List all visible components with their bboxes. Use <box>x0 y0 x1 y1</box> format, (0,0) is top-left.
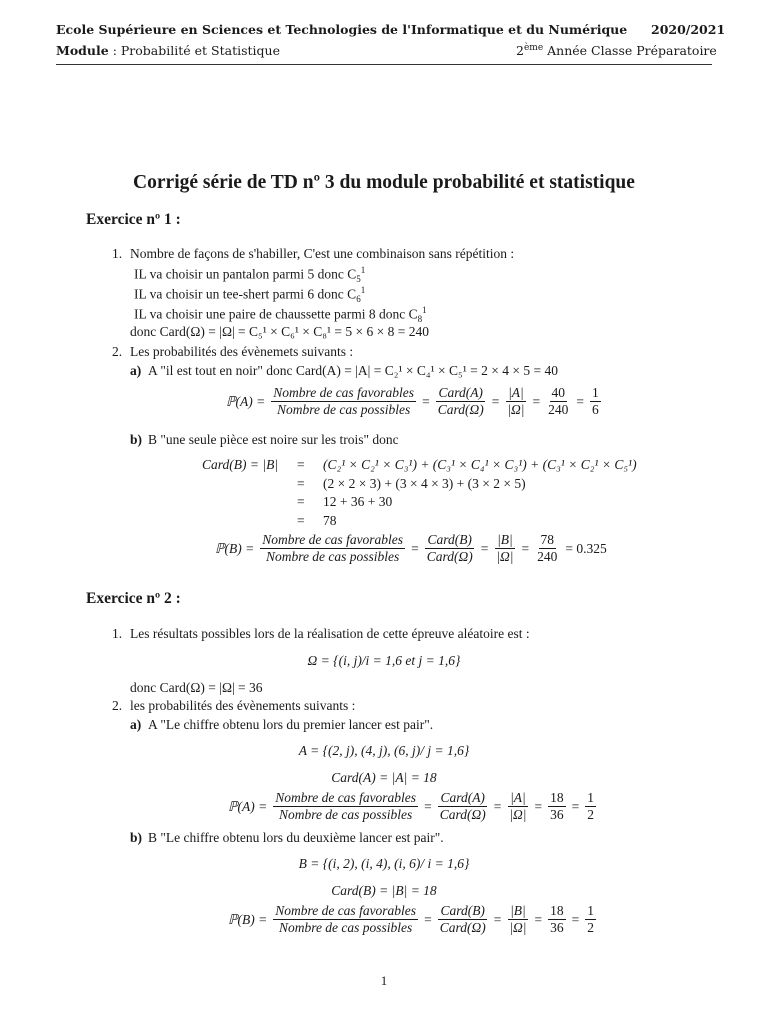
pa-lhs: ℙ(A) = <box>226 393 266 409</box>
ex2-b-label: b) <box>130 830 143 845</box>
ex1-item1-number: 1. <box>112 246 123 261</box>
fraction-result: $\frac{1}{6}$ <box>592 385 599 417</box>
fraction-card: $\frac{\text{Card(A)}}{\text{Card(Ω)}}$ <box>437 385 484 417</box>
school-name: Ecole Supérieure en Sciences et Technologies de l'Informatique et du Numérique <box>56 22 628 37</box>
pb-lhs: ℙ(B) = <box>215 540 255 556</box>
cardb-lhs: Card(B) = |B| <box>202 457 279 472</box>
module-value: : Probabilité et Statistique <box>108 43 280 58</box>
cardb-line-3: 12 + 36 + 30 <box>323 494 393 509</box>
fraction-abs: $\frac{|A|}{|\Omega|}$ <box>507 385 525 417</box>
ex2-pb-lhs: ℙ(B) = <box>228 911 268 927</box>
class-text: Année Classe Préparatoire <box>543 43 717 59</box>
ex2-a-text: A "Le chiffre obtenu lors du premier lancer est pair". <box>148 717 434 732</box>
cardb-rhs-col <box>323 456 637 530</box>
ex2-pb-equation: ℙ(B) = $\frac{\text{Nombre de cas favorables}}{\text{Nombre de cas possibles}}$ = $\frac{\text{Card(B)}}{\text{Card(Ω)}}$ = $\frac{|B|}{|\Omega|}$ = $\frac{18}{36}$ = $\frac{1}{2}$ <box>228 903 595 935</box>
ex1-pb-equation: ℙ(B) = $\frac{\text{Nombre de cas favorables}}{\text{Nombre de cas possibles}}$ = $\frac{\text{Card(B)}}{\text{Card(Ω)}}$ = $\frac{|B|}{|\Omega|}$ = $\frac{78}{240}$ = 0.325 <box>215 532 607 564</box>
ex1-line-teeshert: IL va choisir un tee-shert parmi 6 donc $C_6^1$ <box>134 285 366 305</box>
exercise-1-heading: Exercice nº 1 : <box>86 211 181 228</box>
ex2-card-a: Card(A) = |A| = 18 <box>331 770 437 785</box>
ex1-a-text: A "il est tout en noir" donc Card(A) = |A| = C₂¹ × C₄¹ × C₅¹ = 2 × 4 × 5 = 40 <box>148 363 558 378</box>
ex2-card-b: Card(B) = |B| = 18 <box>331 883 437 898</box>
ex2-b-set: B = {(i, 2), (i, 4), (i, 6)/ i = 1,6} <box>298 856 470 871</box>
ex2-omega-set: Ω = {(i, j)/i = 1,6 et j = 1,6} <box>307 653 461 668</box>
fraction-fav-pos: $\frac{\text{Nombre de cas favorables}}{\text{Nombre de cas possibles}}$ <box>273 385 415 417</box>
cardb-line-2: (2 × 2 × 3) + (3 × 4 × 3) + (3 × 2 × 5) <box>323 475 526 491</box>
ex2-item1-text: Les résultats possibles lors de la réalisation de cette épreuve aléatoire est : <box>130 626 530 641</box>
cardb-lhs-col <box>202 456 278 475</box>
ex1-card-omega: donc Card(Ω) = |Ω| = C₅¹ × C₆¹ × C₈¹ = 5 × 6 × 8 = 240 <box>130 324 430 339</box>
class-number: 2 <box>516 43 524 59</box>
ex2-item2-number: 2. <box>112 698 123 713</box>
ex2-item2-text: les probabilités des évènements suivants : <box>130 698 356 713</box>
ex1-pa-equation: ℙ(A) = $\frac{\text{Nombre de cas favorables}}{\text{Nombre de cas possibles}}$ = $\frac{\text{Card(A)}}{\text{Card(Ω)}}$ = $\frac{|A|}{|\Omega|}$ = $\frac{40}{240}$ = $\frac{1}{6}$ <box>226 385 599 417</box>
ex1-line-chaussette: IL va choisir une paire de chaussette parmi 8 donc $C_8^1$ <box>134 305 427 325</box>
ex1-item2-number: 2. <box>112 344 123 359</box>
ex1-line-pantalon: IL va choisir un pantalon parmi 5 donc $C_5^1$ <box>134 265 366 285</box>
ex1-b-text: B "une seule pièce est noire sur les trois" donc <box>148 432 399 447</box>
ex1-item1-text: Nombre de façons de s'habiller, C'est une combinaison sans répétition : <box>130 246 515 261</box>
module-label: Module <box>56 43 109 58</box>
fraction-value: $\frac{40}{240}$ <box>548 385 569 417</box>
class-sup: ème <box>523 43 544 53</box>
exercise-2-heading: Exercice nº 2 : <box>86 590 181 607</box>
class-level <box>516 43 717 58</box>
ex2-pa-lhs: ℙ(A) = <box>228 798 268 814</box>
ex2-item1-number: 1. <box>112 626 123 641</box>
module-line <box>56 43 280 58</box>
ex1-item2-text: Les probabilités des évènemets suivants : <box>130 344 354 359</box>
ex1-a-label: a) <box>130 363 142 378</box>
pb-result: = 0.325 <box>565 540 607 556</box>
cardb-line-1: (C₂¹ × C₂¹ × C₃¹) + (C₃¹ × C₄¹ × C₃¹) + (C₃¹ × C₂¹ × C₅¹) <box>323 457 637 472</box>
cardb-eq-col: = = = = <box>297 457 305 528</box>
ex2-card-omega: donc Card(Ω) = |Ω| = 36 <box>130 680 263 695</box>
ex2-a-label: a) <box>130 717 142 732</box>
ex2-b-text: B "Le chiffre obtenu lors du deuxième lancer est pair". <box>148 830 444 845</box>
ex2-a-set: A = {(2, j), (4, j), (6, j)/ j = 1,6} <box>298 743 470 758</box>
ex2-pa-equation: ℙ(A) = $\frac{\text{Nombre de cas favorables}}{\text{Nombre de cas possibles}}$ = $\frac{\text{Card(A)}}{\text{Card(Ω)}}$ = $\frac{|A|}{|\Omega|}$ = $\frac{18}{36}$ = $\frac{1}{2}$ <box>228 790 595 822</box>
page-title: Corrigé série de TD nº 3 du module probabilité et statistique <box>133 172 635 193</box>
academic-year: 2020/2021 <box>651 22 726 37</box>
cardb-line-4: 78 <box>323 512 337 528</box>
header-rule <box>56 64 712 65</box>
ex1-b-label: b) <box>130 432 143 447</box>
page-number: 1 <box>380 973 388 988</box>
